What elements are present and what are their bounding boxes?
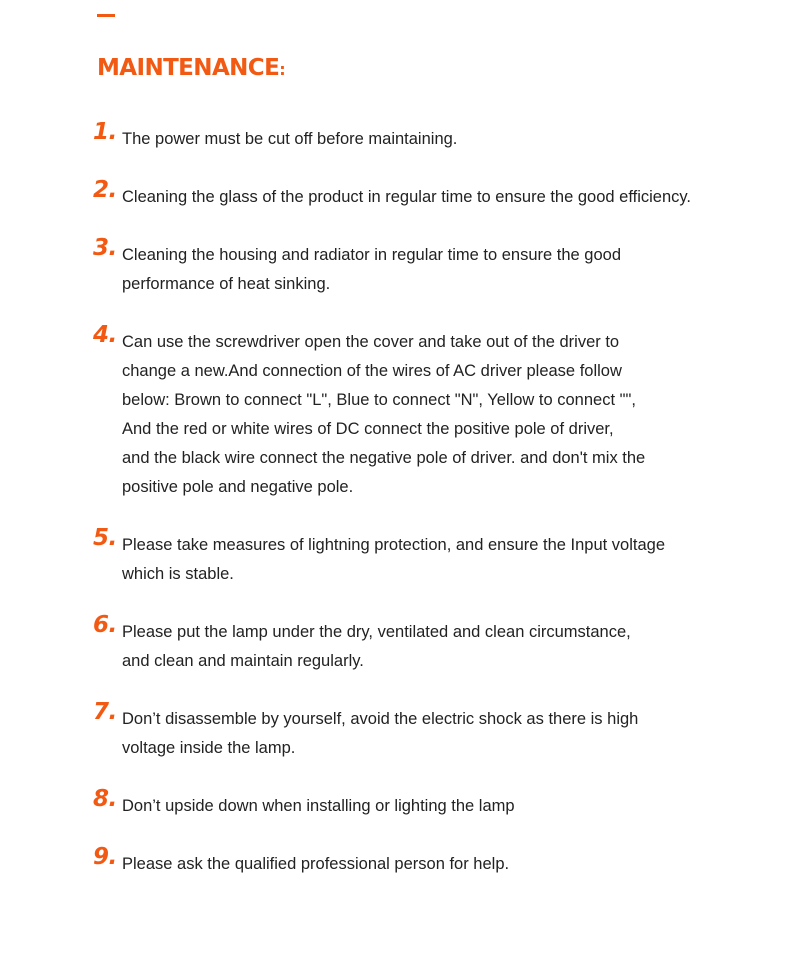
- item-text-line: Can use the screwdriver open the cover and take out of the driver to: [122, 333, 620, 351]
- item-text-line: positive pole and negative pole.: [122, 478, 354, 496]
- item-text-line: Cleaning the glass of the product in regular time to ensure the good efficiency.: [122, 188, 691, 206]
- item-text-line: performance of heat sinking.: [122, 275, 331, 293]
- item-text-line: Don’t disassemble by yourself, avoid the electric shock as there is high: [122, 710, 639, 728]
- item-text-line: below: Brown to connect "L", Blue to connect "N", Yellow to connect "",: [122, 391, 636, 409]
- item-text-line: Please put the lamp under the dry, ventilated and clean circumstance,: [122, 623, 631, 641]
- item-text: [122, 618, 762, 676]
- heading-accent-dash: [97, 14, 115, 17]
- item-number: 2.: [93, 177, 117, 203]
- page-title-colon: :: [279, 60, 285, 79]
- item-number: 9.: [93, 844, 117, 870]
- item-number: 3.: [93, 235, 117, 261]
- item-text-line: Cleaning the housing and radiator in regular time to ensure the good: [122, 246, 621, 264]
- item-text: [122, 705, 762, 763]
- item-text-line: and the black wire connect the negative pole of driver. and don't mix the: [122, 449, 646, 467]
- item-text-line: voltage inside the lamp.: [122, 739, 296, 757]
- item-text: [122, 328, 762, 502]
- item-text-line: which is stable.: [122, 565, 234, 583]
- item-text-line: Please take measures of lightning protection, and ensure the Input voltage: [122, 536, 666, 554]
- item-number: 7.: [93, 699, 117, 725]
- item-text-line: The power must be cut off before maintaining.: [122, 130, 458, 148]
- item-number: 8.: [93, 786, 117, 812]
- item-number: 5.: [93, 525, 117, 551]
- item-text: [122, 241, 762, 299]
- item-text-line: change a new.And connection of the wires of AC driver please follow: [122, 362, 622, 380]
- item-number: 4.: [93, 322, 117, 348]
- item-text: [122, 183, 762, 212]
- item-text: [122, 531, 762, 589]
- page-title-text: MAINTENANCE: [97, 55, 280, 81]
- item-text: [122, 792, 762, 821]
- page-title: [97, 52, 285, 86]
- item-number: 1.: [93, 119, 117, 145]
- item-text: [122, 850, 762, 879]
- item-text-line: and clean and maintain regularly.: [122, 652, 364, 670]
- item-text-line: Don’t upside down when installing or lighting the lamp: [122, 797, 515, 815]
- item-text-line: And the red or white wires of DC connect the positive pole of driver,: [122, 420, 614, 438]
- item-text-line: Please ask the qualified professional person for help.: [122, 855, 510, 873]
- item-text: [122, 125, 762, 154]
- item-number: 6.: [93, 612, 117, 638]
